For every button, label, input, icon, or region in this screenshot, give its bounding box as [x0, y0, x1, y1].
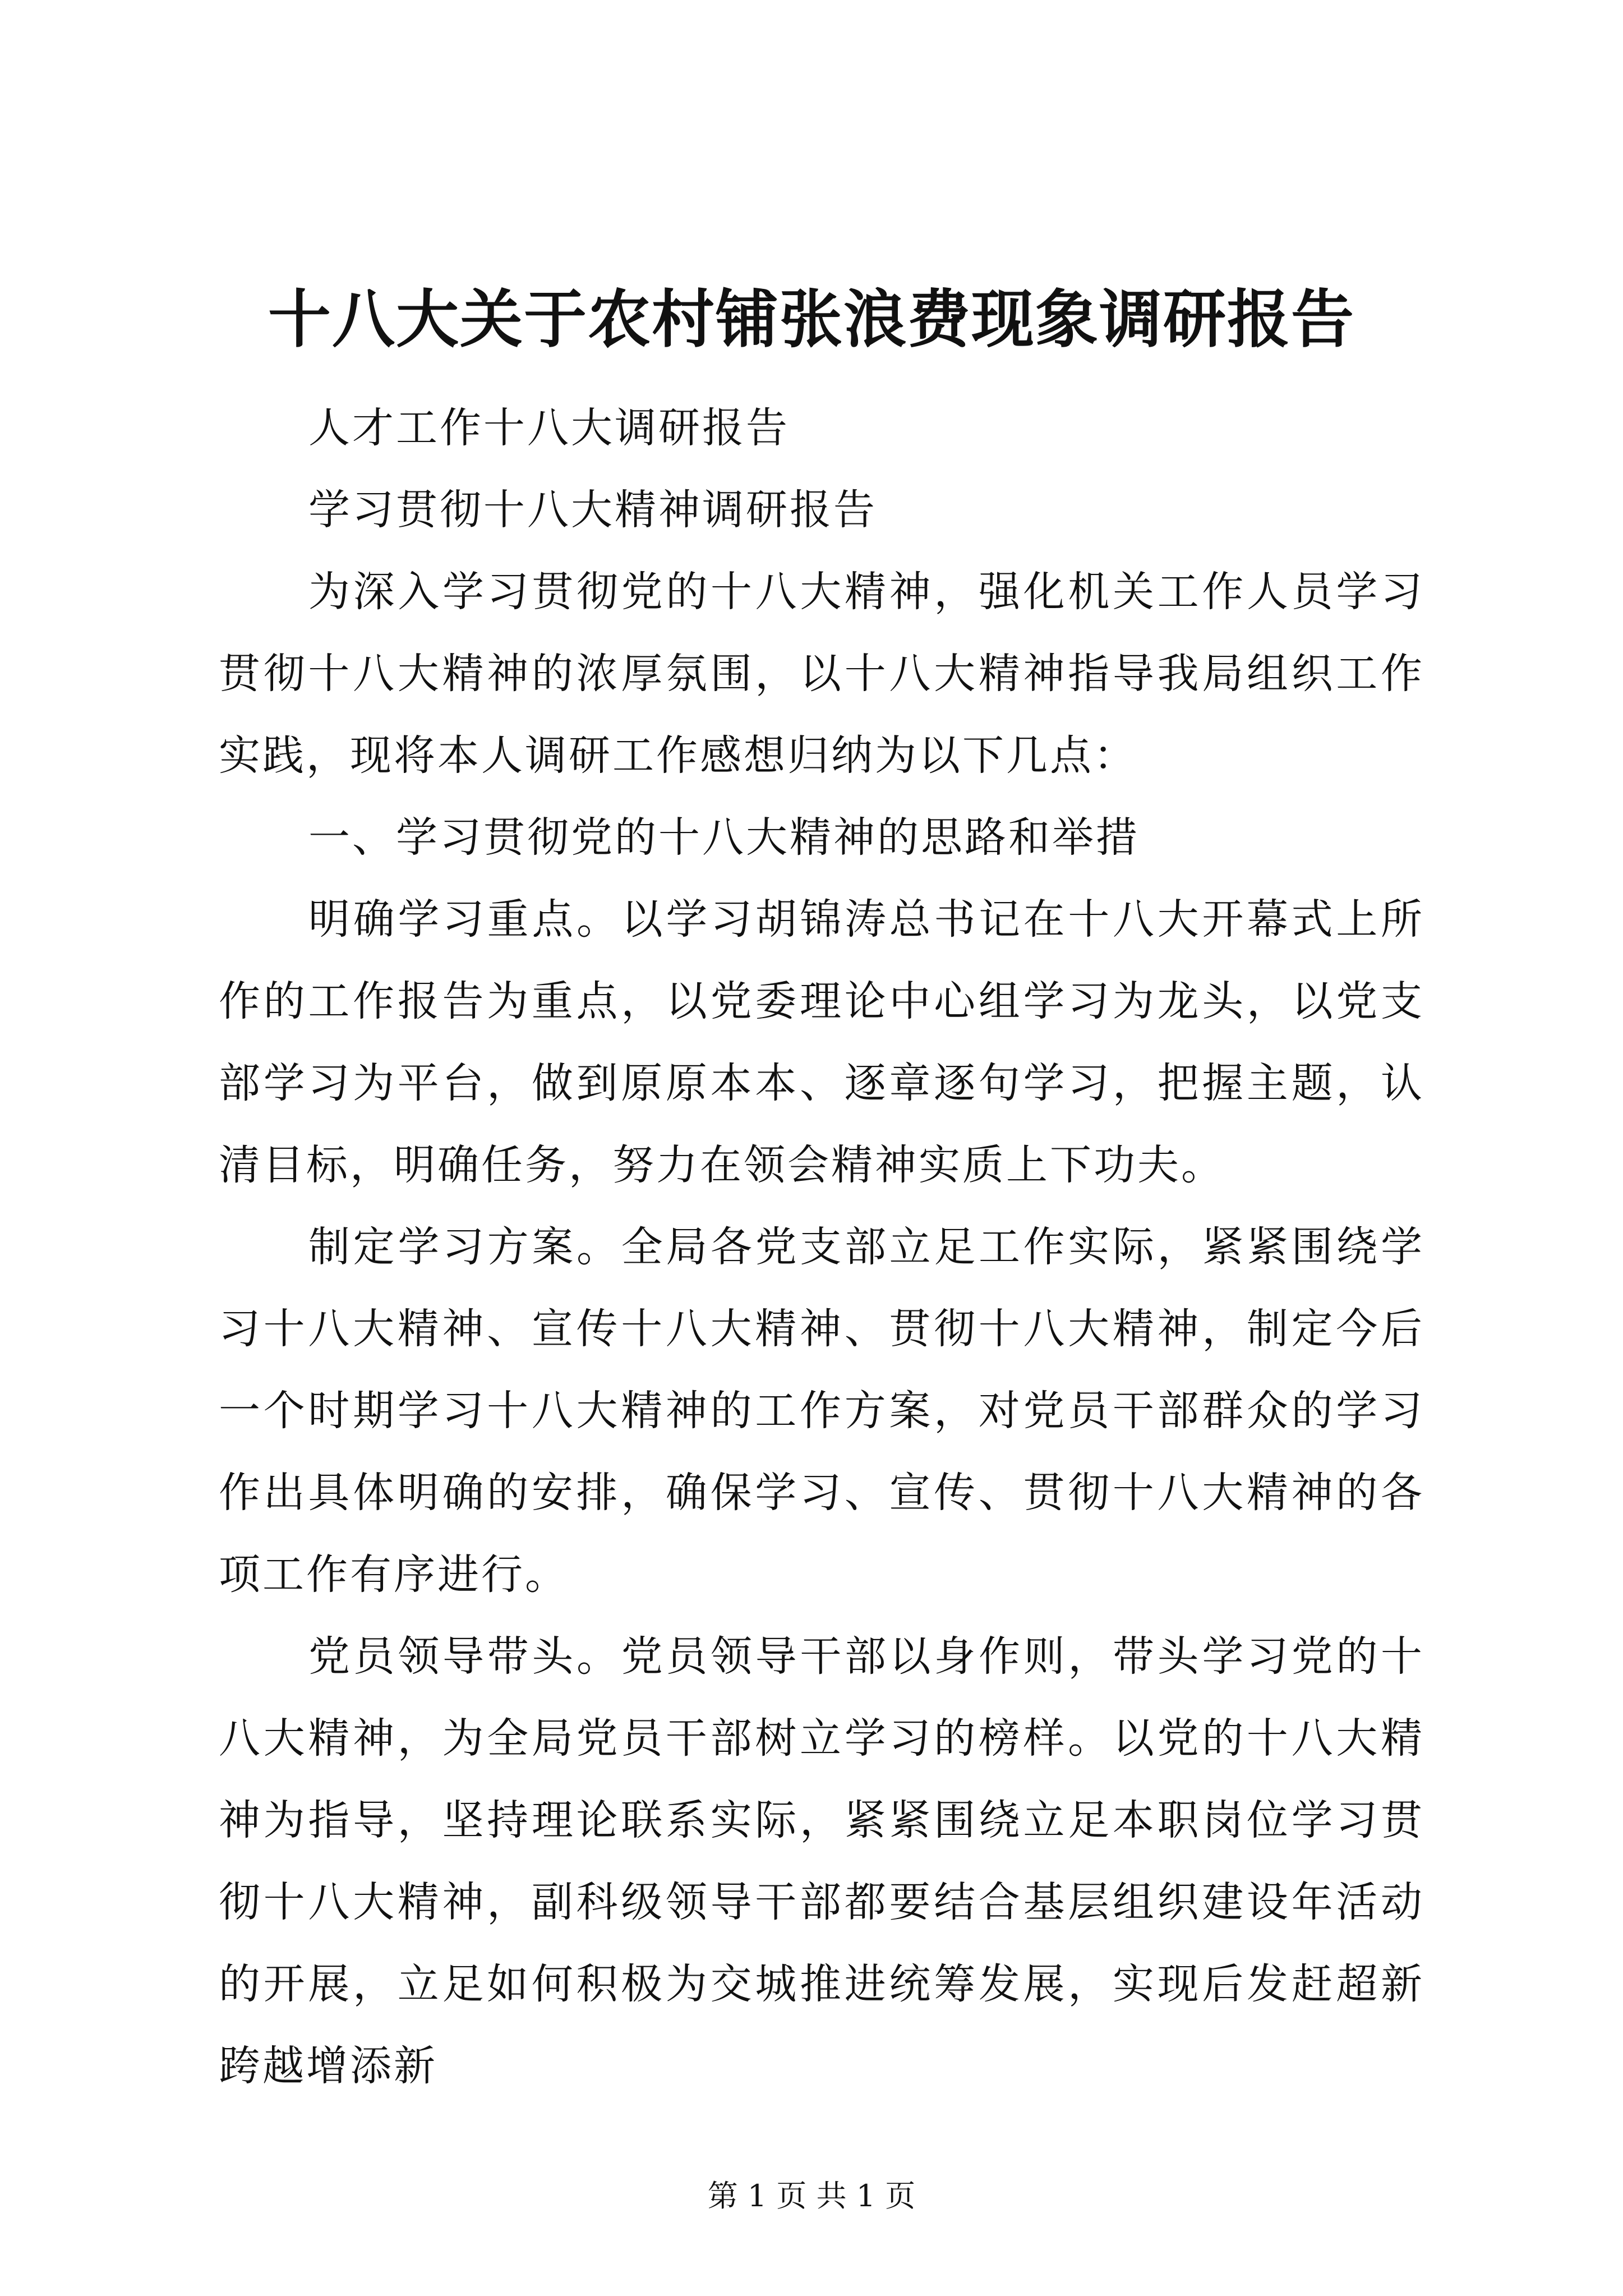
section-heading-1: 一、学习贯彻党的十八大精神的思路和举措 — [308, 813, 1140, 862]
document-body — [219, 387, 1424, 2107]
paragraph-study-focus: 明确学习重点。以学习胡锦涛总书记在十八大开幕式上所作的工作报告为重点，以党委理论中心组学习为龙头，以党支部学习为平台，做到原原本本、逐章逐句学习，把握主题，认清目标，明确任务，努力在领会精神实质上下功夫。 — [219, 895, 1424, 1189]
paragraph-intro: 为深入学习贯彻党的十八大精神，强化机关工作人员学习贯彻十八大精神的浓厚氛围，以十八大精神指导我局组织工作实践，现将本人调研工作感想归纳为以下几点： — [219, 568, 1424, 780]
paragraph-subtitle-study-report: 学习贯彻十八大精神调研报告 — [308, 486, 877, 534]
page-footer: 第 1 页 共 1 页 — [707, 2178, 916, 2214]
document-title: 十八大关于农村铺张浪费现象调研报告 — [268, 283, 1355, 356]
paragraph-subtitle-talent-report: 人才工作十八大调研报告 — [308, 404, 790, 452]
paragraph-study-plan: 制定学习方案。全局各党支部立足工作实际，紧紧围绕学习十八大精神、宣传十八大精神、贯彻十八大精神，制定今后一个时期学习十八大精神的工作方案，对党员干部群众的学习作出具体明确的安排，确保学习、宣传、贯彻十八大精神的各项工作有序进行。 — [219, 1223, 1424, 1599]
paragraph-leadership: 党员领导带头。党员领导干部以身作则，带头学习党的十八大精神，为全局党员干部树立学习的榜样。以党的十八大精神为指导，坚持理论联系实际，紧紧围绕立足本职岗位学习贯彻十八大精神，副科级领导干部都要结合基层组织建设年活动的开展，立足如何积极为交城推进统筹发展，实现后发赶超新跨越增添新 — [219, 1632, 1424, 2090]
